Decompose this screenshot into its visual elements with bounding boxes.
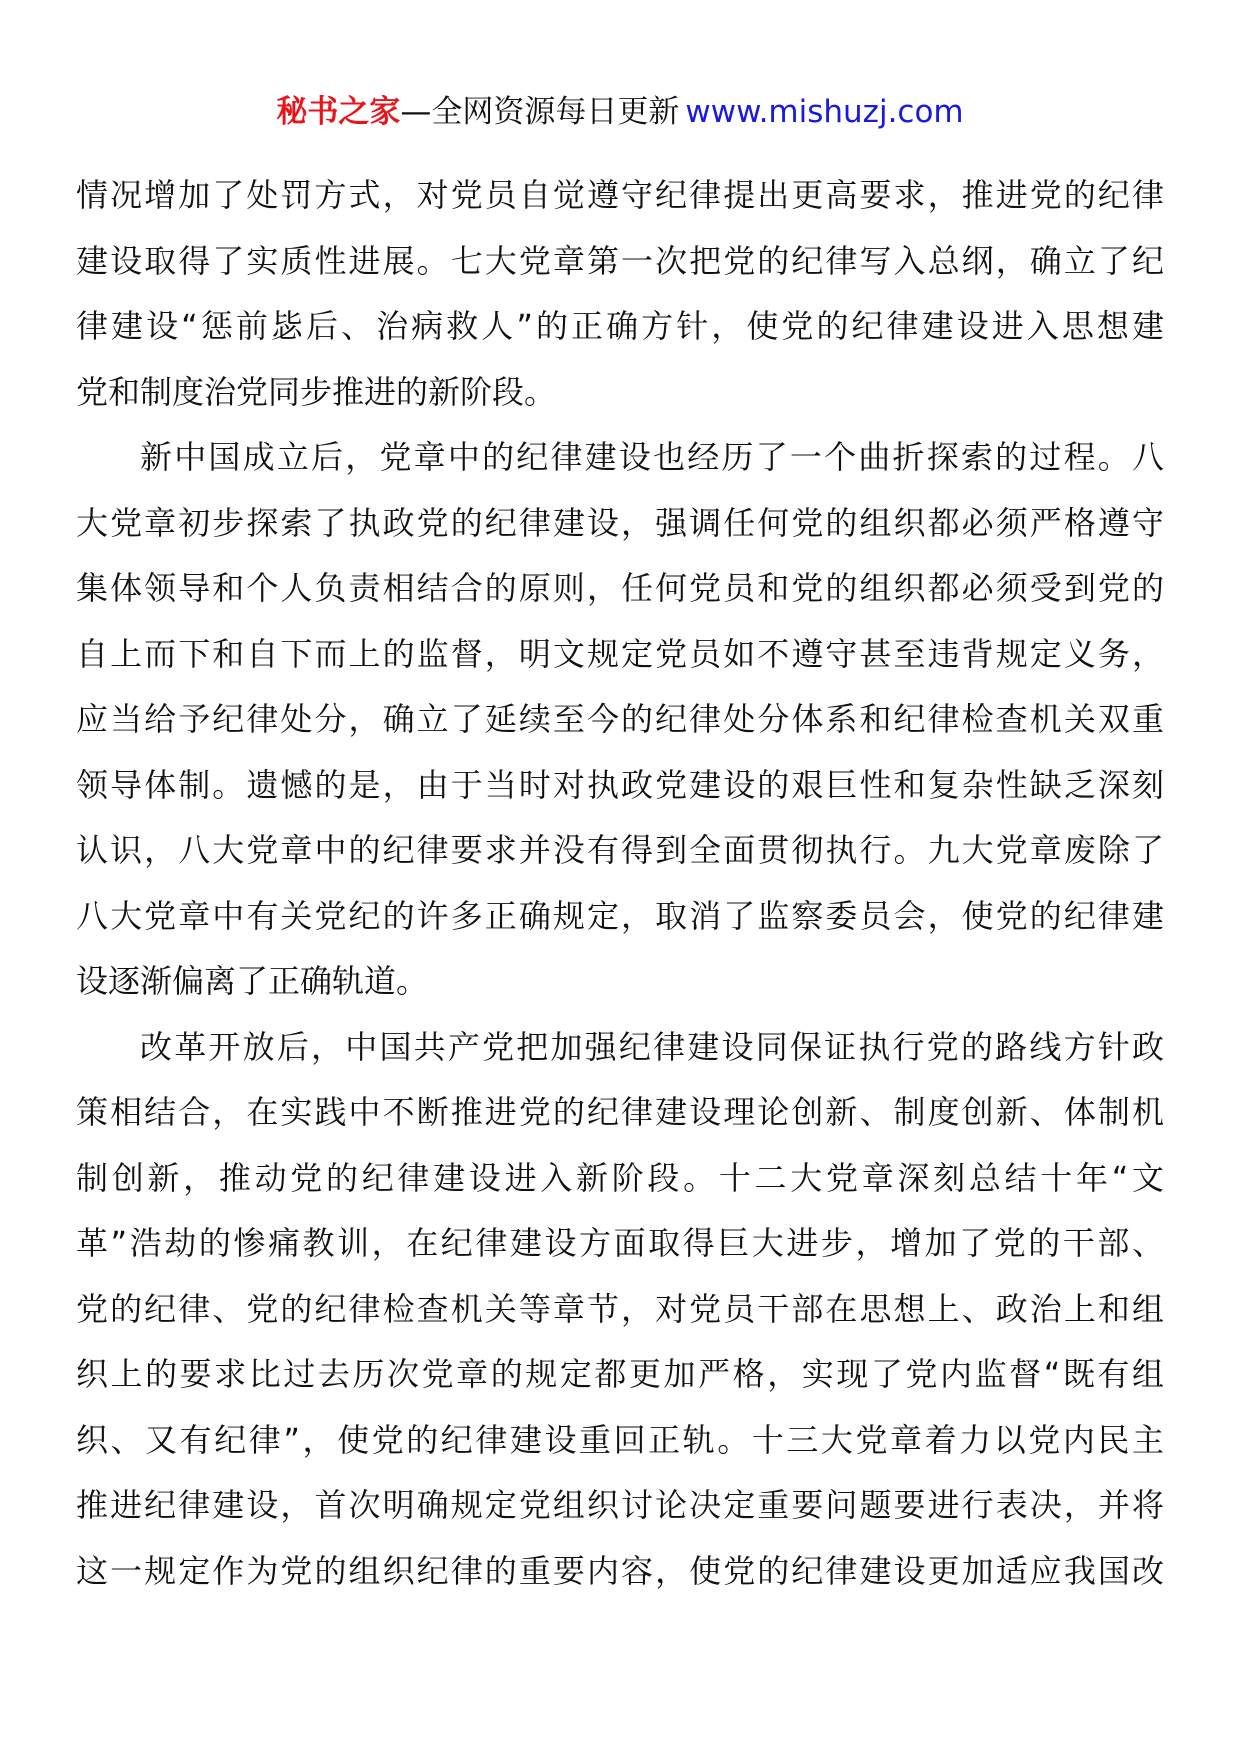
text-line: 集体领导和个人负责相结合的原则，任何党员和党的组织都必须受到党的	[76, 569, 1164, 607]
paragraph	[76, 1015, 1164, 1605]
text-line: 建设取得了实质性进展。七大党章第一次把党的纪律写入总纲，确立了纪	[76, 241, 1164, 280]
text-line: 革”浩劫的惨痛教训，在纪律建设方面取得巨大进步，增加了党的干部、	[76, 1224, 1164, 1262]
text-line: 织、又有纪律”，使党的纪律建设重回正轨。十三大党章着力以党内民主	[76, 1420, 1164, 1459]
text-line: 党的纪律、党的纪律检查机关等章节，对党员干部在思想上、政治上和组	[76, 1289, 1164, 1328]
text-line: 应当给予纪律处分，确立了延续至今的纪律处分体系和纪律检查机关双重	[76, 700, 1164, 738]
document-body	[76, 163, 1164, 1604]
text-line: 这一规定作为党的组织纪律的重要内容，使党的纪律建设更加适应我国改	[76, 1551, 1164, 1590]
text-line: 认识，八大党章中的纪律要求并没有得到全面贯彻执行。九大党章废除了	[76, 831, 1164, 869]
paragraph	[76, 425, 1164, 1015]
text-line: 织上的要求比过去历次党章的规定都更加严格，实现了党内监督“既有组	[76, 1355, 1164, 1393]
text-line: 设逐渐偏离了正确轨道。	[76, 962, 429, 1000]
text-line: 党和制度治党同步推进的新阶段。	[76, 372, 557, 411]
text-line: 制创新，推动党的纪律建设进入新阶段。十二大党章深刻总结十年“文	[76, 1158, 1164, 1197]
header-tagline: —全网资源每日更新	[400, 94, 680, 130]
text-line: 策相结合，在实践中不断推进党的纪律建设理论创新、制度创新、体制机	[76, 1093, 1164, 1131]
text-line: 情况增加了处罚方式，对党员自觉遵守纪律提出更高要求，推进党的纪律	[76, 176, 1164, 214]
text-line: 自上而下和自下而上的监督，明文规定党员如不遵守甚至违背规定义务，	[76, 634, 1164, 673]
page-header	[0, 92, 1240, 132]
text-line: 改革开放后，中国共产党把加强纪律建设同保证执行党的路线方针政	[140, 1027, 1164, 1066]
text-line: 新中国成立后，党章中的纪律建设也经历了一个曲折探索的过程。八	[140, 438, 1164, 476]
website-link[interactable]: www.mishuzj.com	[685, 94, 964, 130]
text-line: 律建设“惩前毖后、治病救人”的正确方针，使党的纪律建设进入思想建	[76, 307, 1164, 345]
brand-name: 秘书之家	[276, 94, 401, 130]
text-line: 大党章初步探索了执政党的纪律建设，强调任何党的组织都必须严格遵守	[76, 503, 1164, 542]
text-line: 领导体制。遗憾的是，由于当时对执政党建设的艰巨性和复杂性缺乏深刻	[76, 765, 1164, 804]
text-line: 八大党章中有关党纪的许多正确规定，取消了监察委员会，使党的纪律建	[76, 896, 1164, 935]
paragraph	[76, 163, 1164, 425]
text-line: 推进纪律建设，首次明确规定党组织讨论决定重要问题要进行表决，并将	[76, 1486, 1164, 1524]
